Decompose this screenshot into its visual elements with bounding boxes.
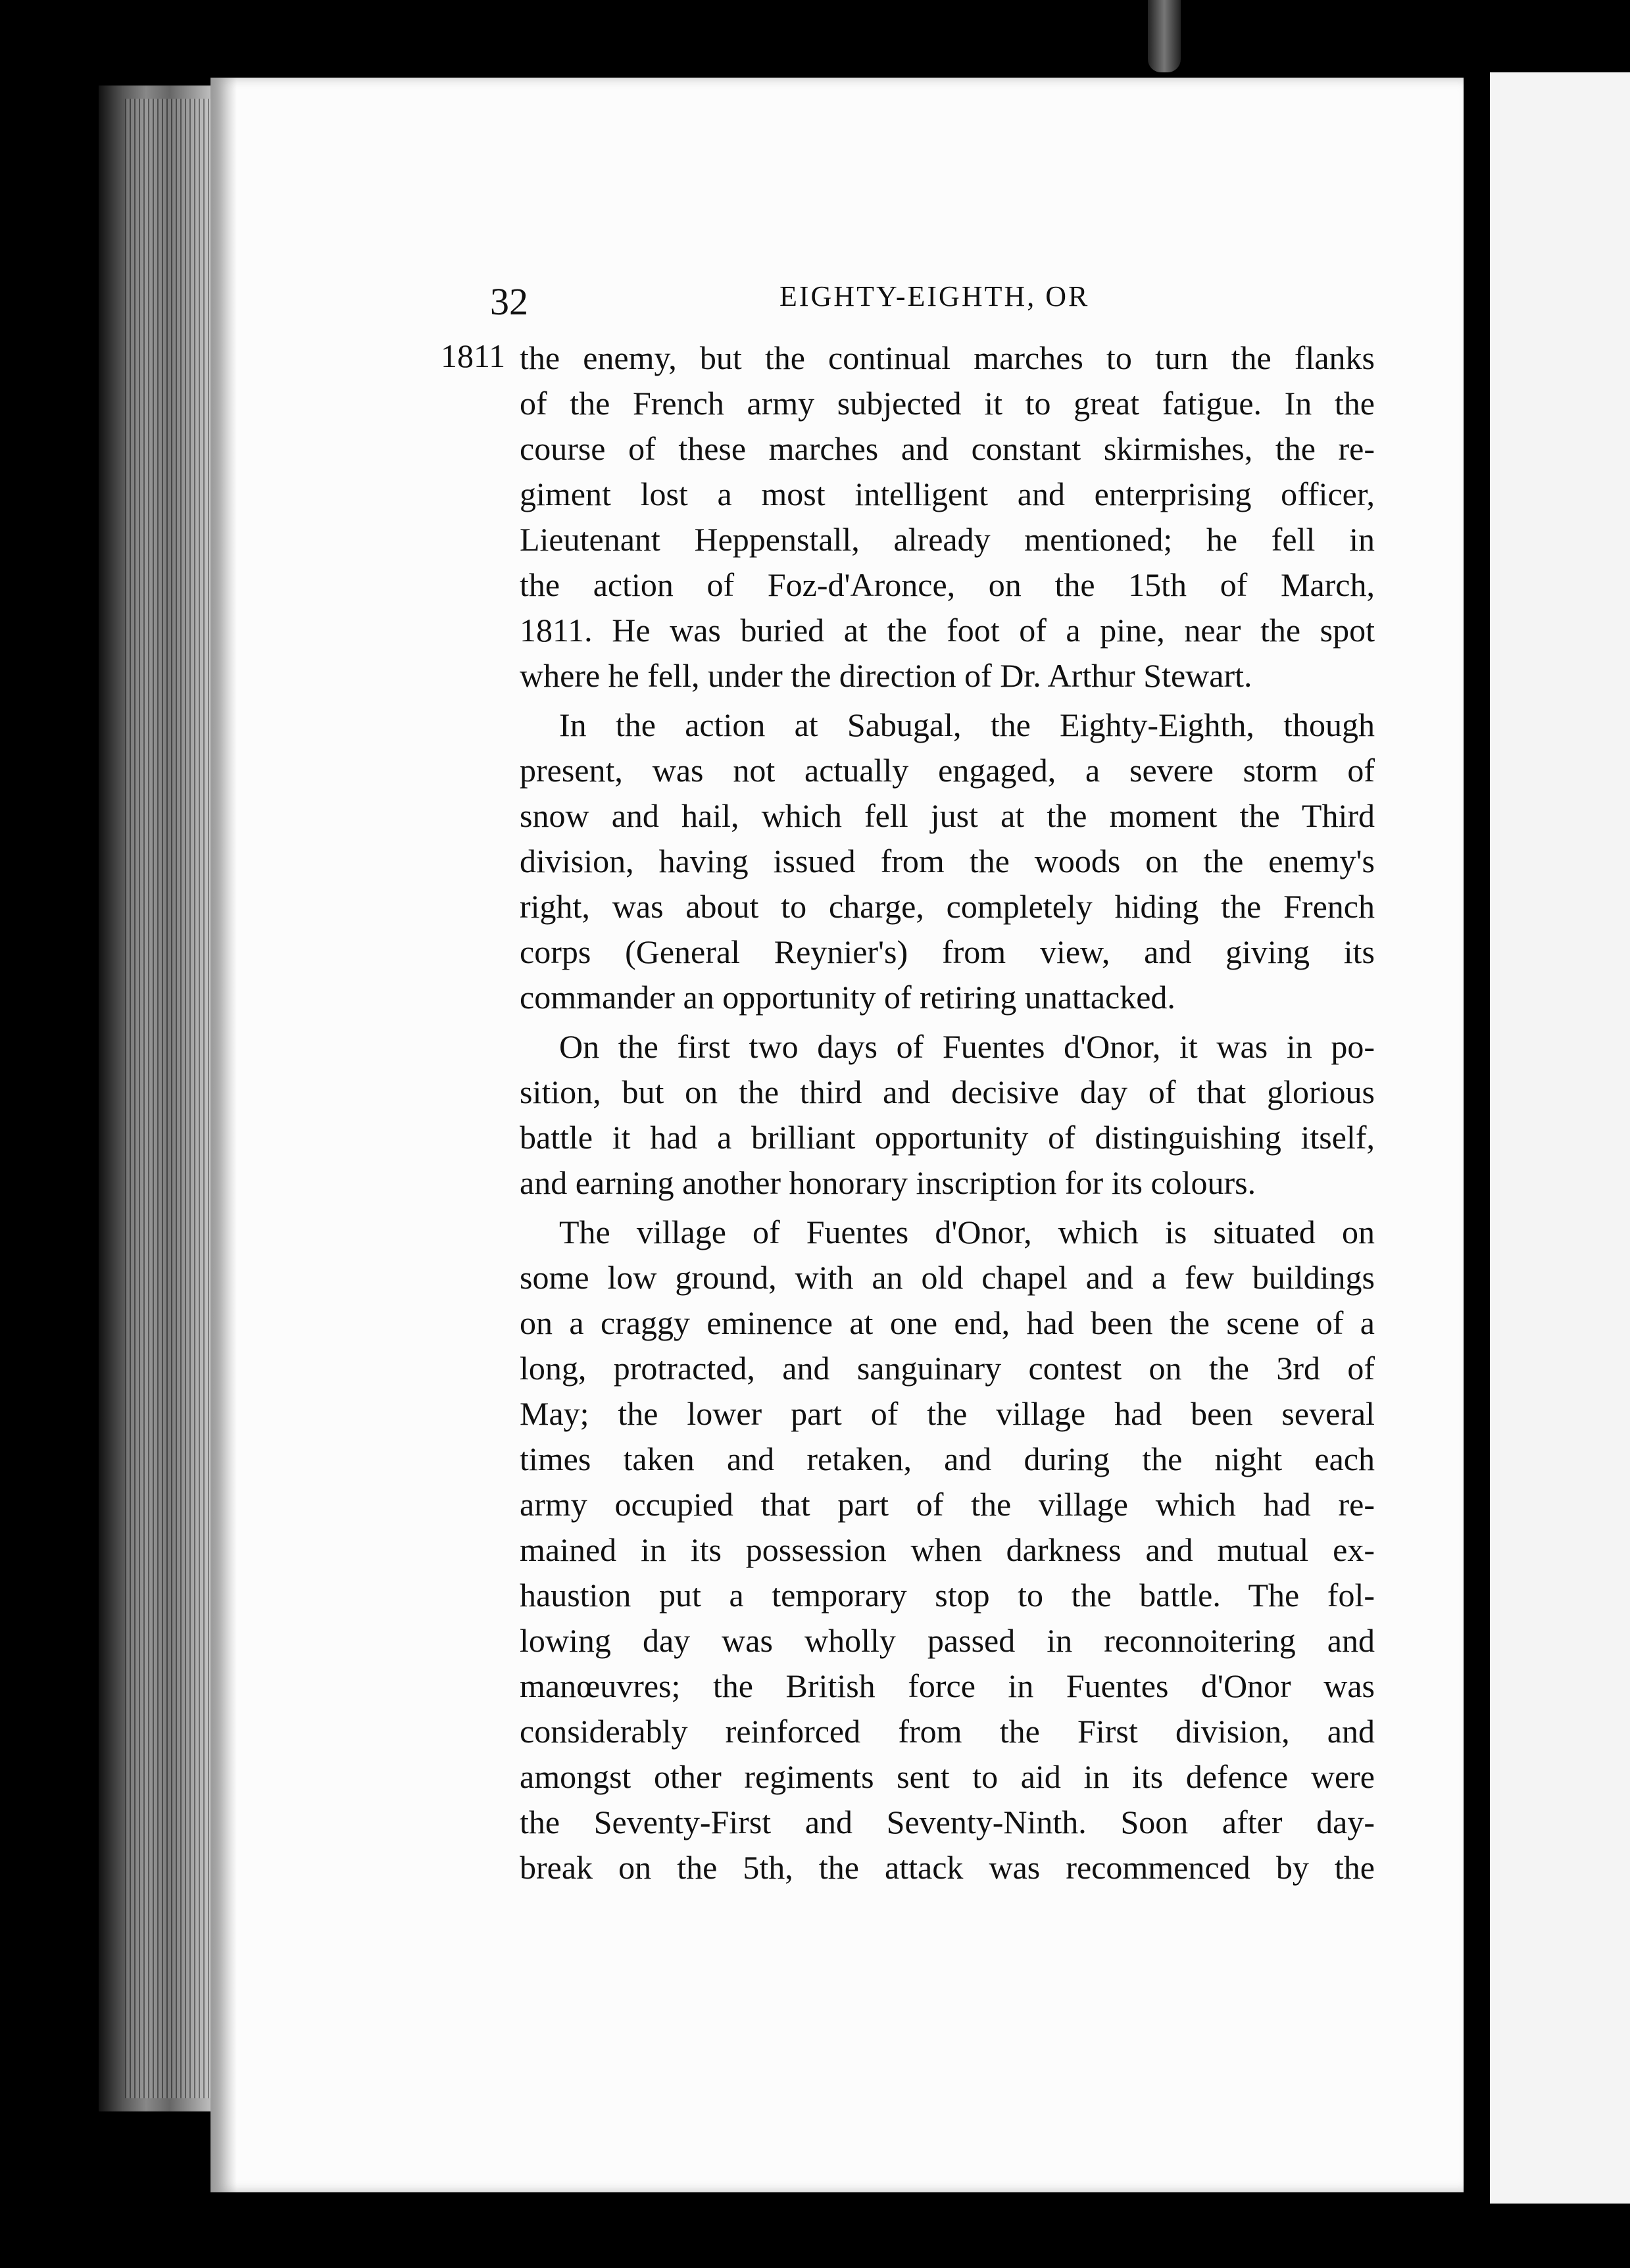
text-line: and earning another honorary inscription for its colours.: [520, 1164, 1256, 1201]
page-number: 32: [490, 280, 528, 323]
text-line: amongst other regiments sent to aid in its defence were: [520, 1758, 1375, 1795]
text-line: the enemy, but the continual marches to turn the flanks: [520, 339, 1375, 376]
text-line: May; the lower part of the village had been several: [520, 1395, 1375, 1432]
text-line: In the action at Sabugal, the Eighty-Eighth, though: [559, 706, 1375, 743]
text-line: long, protracted, and sanguinary contest on the 3rd of: [520, 1350, 1375, 1387]
text-line: division, having issued from the woods on the enemy's: [520, 843, 1375, 879]
gutter-shadow: [210, 78, 237, 2192]
text-line: some low ground, with an old chapel and a few buildings: [520, 1259, 1375, 1296]
binding-clip: [1148, 0, 1181, 72]
page-header: [490, 280, 1378, 326]
text-line: The village of Fuentes d'Onor, which is situated on: [559, 1214, 1375, 1250]
facing-page: [1490, 72, 1630, 2204]
margin-year: 1811: [441, 337, 506, 374]
text-line: 1811. He was buried at the foot of a pine, near the spot: [520, 612, 1375, 649]
text-line: the action of Foz-d'Aronce, on the 15th of March,: [520, 566, 1375, 603]
text-line: haustion put a temporary stop to the battle. The fol-: [520, 1577, 1375, 1614]
text-line: right, was about to charge, completely hiding the French: [520, 888, 1375, 925]
text-line: Lieutenant Heppenstall, already mentioned; he fell in: [520, 521, 1375, 558]
page-gap: [1464, 72, 1490, 2204]
text-line: where he fell, under the direction of Dr. Arthur Stewart.: [520, 657, 1252, 694]
text-line: snow and hail, which fell just at the moment the Third: [520, 797, 1375, 834]
text-line: lowing day was wholly passed in reconnoitering and: [520, 1622, 1375, 1659]
body-text: [520, 335, 1375, 1890]
text-line: the Seventy-First and Seventy-Ninth. Soon after day-: [520, 1804, 1375, 1840]
text-line: giment lost a most intelligent and enterprising officer,: [520, 476, 1375, 512]
text-line: corps (General Reynier's) from view, and giving its: [520, 933, 1375, 970]
text-line: course of these marches and constant skirmishes, the re-: [520, 430, 1375, 467]
text-line: manœuvres; the British force in Fuentes d'Onor was: [520, 1667, 1375, 1704]
running-head: EIGHTY-EIGHTH, OR: [779, 280, 1090, 312]
text-line: present, was not actually engaged, a severe storm of: [520, 752, 1375, 789]
text-line: times taken and retaken, and during the night each: [520, 1441, 1375, 1477]
text-line: considerably reinforced from the First division, and: [520, 1713, 1375, 1750]
text-line: of the French army subjected it to great fatigue. In the: [520, 385, 1375, 422]
text-line: battle it had a brilliant opportunity of distinguishing itself,: [520, 1119, 1375, 1156]
text-line: on a craggy eminence at one end, had been the scene of a: [520, 1304, 1375, 1341]
text-line: break on the 5th, the attack was recommenced by the: [520, 1849, 1375, 1886]
text-line: sition, but on the third and decisive day of that glorious: [520, 1073, 1375, 1110]
page-stack-lines: [125, 99, 217, 2098]
text-line: commander an opportunity of retiring unattacked.: [520, 979, 1175, 1016]
text-line: army occupied that part of the village which had re-: [520, 1486, 1375, 1523]
text-line: mained in its possession when darkness and mutual ex-: [520, 1531, 1375, 1568]
text-line: On the first two days of Fuentes d'Onor, it was in po-: [559, 1028, 1375, 1065]
